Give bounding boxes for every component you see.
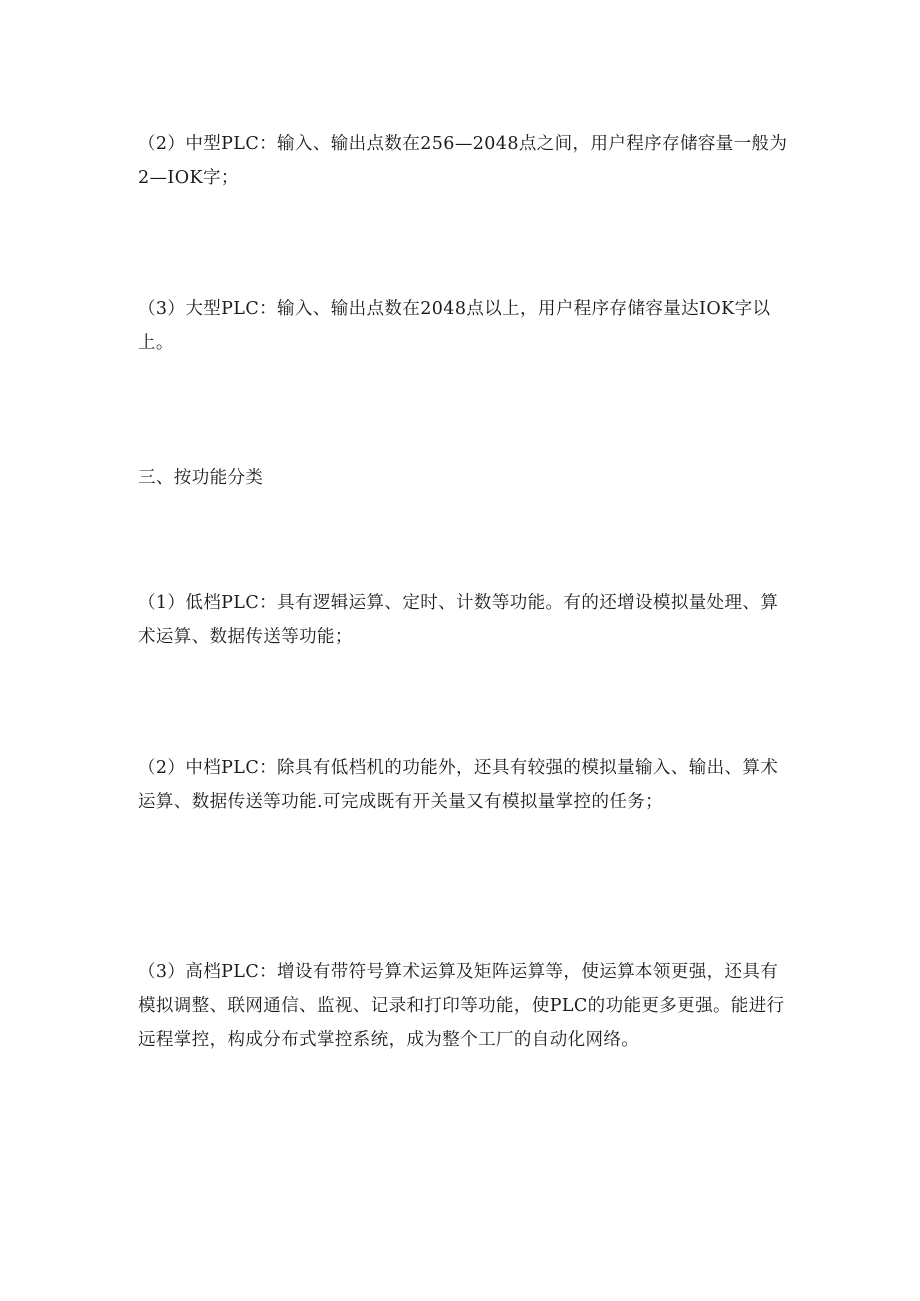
paragraph-large-plc: （3）大型PLC：输入、输出点数在2048点以上，用户程序存储容量达IOK字以上。	[138, 299, 771, 353]
section-heading-by-function: 三、按功能分类	[138, 468, 264, 488]
paragraph-medium-plc: （2）中型PLC：输入、输出点数在256—2048点之间，用户程序存储容量一般为2—IOK字；	[138, 134, 788, 188]
paragraph-mid-range-plc: （2）中档PLC：除具有低档机的功能外，还具有较强的模拟量输入、输出、算术运算、数据传送等功能.可完成既有开关量又有模拟量掌控的任务；	[138, 758, 779, 812]
paragraph-high-end-plc: （3）高档PLC：增设有带符号算术运算及矩阵运算等，使运算本领更强，还具有模拟调整、联网通信、监视、记录和打印等功能，使PLC的功能更多更强。能进行远程掌控，构成分布式掌控系统，成为整个工厂的自动化网络。	[138, 962, 785, 1050]
paragraph-low-end-plc: （1）低档PLC：具有逻辑运算、定时、计数等功能。有的还增设模拟量处理、算术运算、数据传送等功能；	[138, 593, 779, 647]
